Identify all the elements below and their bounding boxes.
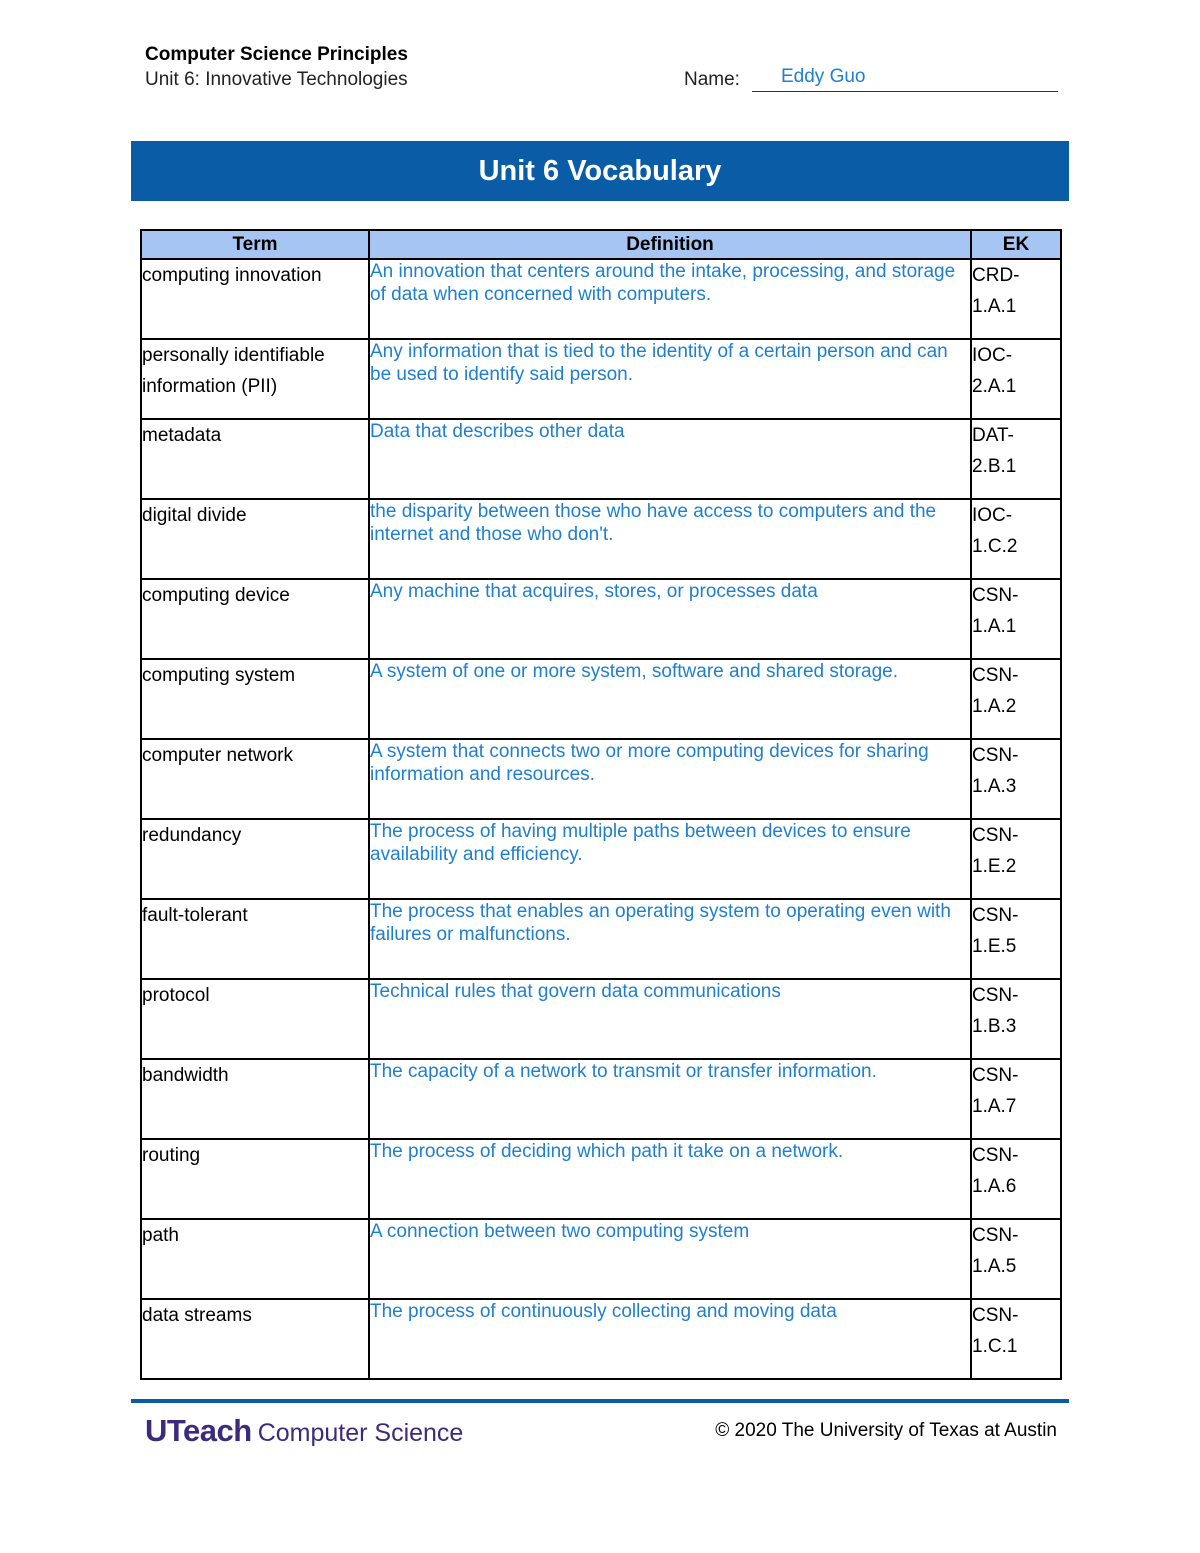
header-ek: EK bbox=[971, 230, 1061, 259]
ek-cell bbox=[971, 979, 1061, 1059]
ek-code-prefix: IOC- bbox=[972, 505, 1013, 526]
ek-code-prefix: CSN- bbox=[972, 985, 1019, 1006]
table-row bbox=[141, 339, 1061, 419]
definition-cell[interactable]: Data that describes other data bbox=[369, 419, 971, 499]
ek-code-prefix: CSN- bbox=[972, 1305, 1019, 1326]
ek-code-number: 1.E.5 bbox=[972, 936, 1017, 957]
ek-code-prefix: CSN- bbox=[972, 1145, 1019, 1166]
table-row bbox=[141, 1219, 1061, 1299]
unit-subtitle: Unit 6: Innovative Technologies bbox=[145, 69, 408, 90]
term-cell: computing system bbox=[141, 659, 369, 739]
table-row bbox=[141, 979, 1061, 1059]
vocabulary-table bbox=[140, 229, 1062, 1380]
term-cell: computer network bbox=[141, 739, 369, 819]
table-header-row bbox=[141, 230, 1061, 259]
table-row bbox=[141, 659, 1061, 739]
ek-code-prefix: DAT- bbox=[972, 425, 1014, 446]
definition-cell[interactable]: The capacity of a network to transmit or transfer information. bbox=[369, 1059, 971, 1139]
ek-cell bbox=[971, 659, 1061, 739]
copyright-text: © 2020 The University of Texas at Austin bbox=[715, 1420, 1057, 1441]
name-field[interactable]: Eddy Guo bbox=[781, 66, 866, 87]
ek-code-number: 2.B.1 bbox=[972, 456, 1017, 477]
ek-code-prefix: CSN- bbox=[972, 1065, 1019, 1086]
definition-cell[interactable]: The process that enables an operating system to operating even with failures or malfunctions. bbox=[369, 899, 971, 979]
definition-cell[interactable]: The process of continuously collecting and moving data bbox=[369, 1299, 971, 1379]
ek-code-prefix: CSN- bbox=[972, 665, 1019, 686]
term-cell: computing device bbox=[141, 579, 369, 659]
ek-code-number: 1.E.2 bbox=[972, 856, 1017, 877]
footer-rule bbox=[131, 1399, 1069, 1403]
definition-cell[interactable]: An innovation that centers around the intake, processing, and storage of data when concerned with computers. bbox=[369, 259, 971, 339]
term-cell: fault-tolerant bbox=[141, 899, 369, 979]
term-cell: protocol bbox=[141, 979, 369, 1059]
name-label: Name: bbox=[684, 69, 740, 90]
ek-code-number: 1.A.5 bbox=[972, 1256, 1017, 1277]
definition-cell[interactable]: Technical rules that govern data communications bbox=[369, 979, 971, 1059]
header-definition: Definition bbox=[369, 230, 971, 259]
ek-code-number: 1.A.3 bbox=[972, 776, 1017, 797]
ek-code-prefix: CRD- bbox=[972, 265, 1020, 286]
definition-cell[interactable]: A system that connects two or more computing devices for sharing information and resources. bbox=[369, 739, 971, 819]
ek-code-prefix: CSN- bbox=[972, 905, 1019, 926]
table-row bbox=[141, 1299, 1061, 1379]
name-underline bbox=[752, 91, 1058, 92]
term-cell: bandwidth bbox=[141, 1059, 369, 1139]
ek-code-prefix: CSN- bbox=[972, 585, 1019, 606]
term-cell: path bbox=[141, 1219, 369, 1299]
ek-code-prefix: CSN- bbox=[972, 1225, 1019, 1246]
ek-code-number: 1.C.2 bbox=[972, 536, 1018, 557]
ek-code-number: 1.A.2 bbox=[972, 696, 1017, 717]
term-cell: metadata bbox=[141, 419, 369, 499]
ek-cell bbox=[971, 1299, 1061, 1379]
ek-code-number: 1.A.1 bbox=[972, 296, 1017, 317]
definition-cell[interactable]: Any information that is tied to the identity of a certain person and can be used to identify said person. bbox=[369, 339, 971, 419]
term-cell: routing bbox=[141, 1139, 369, 1219]
definition-cell[interactable]: A system of one or more system, software and shared storage. bbox=[369, 659, 971, 739]
ek-cell bbox=[971, 819, 1061, 899]
ek-cell bbox=[971, 499, 1061, 579]
table-row bbox=[141, 499, 1061, 579]
ek-cell bbox=[971, 579, 1061, 659]
table-row bbox=[141, 579, 1061, 659]
table-row bbox=[141, 819, 1061, 899]
ek-code-number: 1.A.7 bbox=[972, 1096, 1017, 1117]
term-cell: digital divide bbox=[141, 499, 369, 579]
definition-cell[interactable]: the disparity between those who have access to computers and the internet and those who don't. bbox=[369, 499, 971, 579]
term-cell: personally identifiable information (PII) bbox=[141, 339, 369, 419]
logo-cs-text: Computer Science bbox=[257, 1419, 464, 1447]
table-row bbox=[141, 899, 1061, 979]
table-row bbox=[141, 1059, 1061, 1139]
definition-cell[interactable]: A connection between two computing system bbox=[369, 1219, 971, 1299]
ek-code-number: 1.B.3 bbox=[972, 1016, 1017, 1037]
ek-code-number: 1.C.1 bbox=[972, 1336, 1018, 1357]
ek-code-number: 1.A.6 bbox=[972, 1176, 1017, 1197]
ek-cell bbox=[971, 1219, 1061, 1299]
ek-code-number: 1.A.1 bbox=[972, 616, 1017, 637]
ek-cell bbox=[971, 899, 1061, 979]
ek-code-number: 2.A.1 bbox=[972, 376, 1017, 397]
logo-uteach-text: UTeach bbox=[145, 1413, 252, 1448]
term-cell: redundancy bbox=[141, 819, 369, 899]
page-title: Unit 6 Vocabulary bbox=[478, 154, 722, 187]
term-cell: computing innovation bbox=[141, 259, 369, 339]
ek-cell bbox=[971, 419, 1061, 499]
definition-cell[interactable]: The process of deciding which path it take on a network. bbox=[369, 1139, 971, 1219]
table-row bbox=[141, 1139, 1061, 1219]
ek-cell bbox=[971, 1059, 1061, 1139]
ek-code-prefix: CSN- bbox=[972, 825, 1019, 846]
ek-cell bbox=[971, 739, 1061, 819]
uteach-logo bbox=[145, 1413, 463, 1449]
ek-cell bbox=[971, 1139, 1061, 1219]
term-cell: data streams bbox=[141, 1299, 369, 1379]
table-row bbox=[141, 739, 1061, 819]
table-row bbox=[141, 419, 1061, 499]
page-title-banner bbox=[131, 141, 1069, 201]
ek-cell bbox=[971, 259, 1061, 339]
table-row bbox=[141, 259, 1061, 339]
ek-code-prefix: IOC- bbox=[972, 345, 1013, 366]
definition-cell[interactable]: Any machine that acquires, stores, or processes data bbox=[369, 579, 971, 659]
ek-cell bbox=[971, 339, 1061, 419]
header-term: Term bbox=[141, 230, 369, 259]
ek-code-prefix: CSN- bbox=[972, 745, 1019, 766]
course-title: Computer Science Principles bbox=[145, 44, 408, 65]
definition-cell[interactable]: The process of having multiple paths between devices to ensure availability and efficiency. bbox=[369, 819, 971, 899]
